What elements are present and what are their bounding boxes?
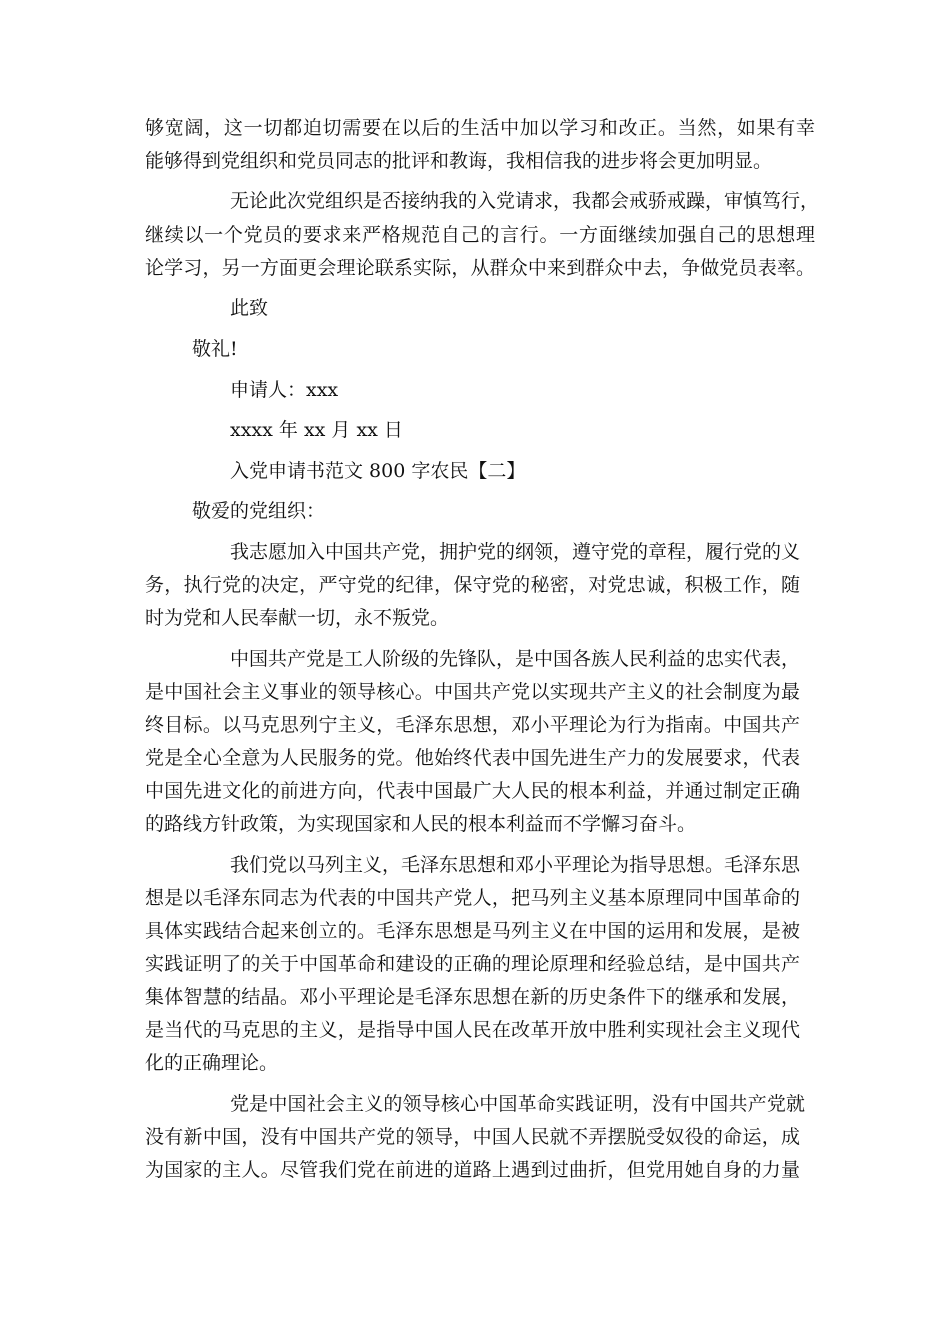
paragraph-line: 无论此次党组织是否接纳我的入党请求，我都会戒骄戒躁，审慎笃行， — [230, 190, 820, 212]
paragraph-line: 终目标。以马克思列宁主义，毛泽东思想，邓小平理论为行为指南。中国共产 — [145, 714, 800, 736]
paragraph-line: 论学习，另一方面更会理论联系实际，从群众中来到群众中去，争做党员表率。 — [145, 257, 815, 279]
paragraph-line: 集体智慧的结晶。邓小平理论是毛泽东思想在新的历史条件下的继承和发展， — [145, 986, 800, 1008]
paragraph-line: 为国家的主人。尽管我们党在前进的道路上遇到过曲折，但党用她自身的力量 — [145, 1159, 800, 1181]
paragraph-line: 是中国社会主义事业的领导核心。中国共产党以实现共产主义的社会制度为最 — [145, 681, 800, 703]
paragraph-line: 继续以一个党员的要求来严格规范自己的言行。一方面继续加强自己的思想理 — [145, 224, 815, 246]
paragraph-line: 没有新中国，没有中国共产党的领导，中国人民就不弄摆脱受奴役的命运，成 — [145, 1126, 800, 1148]
salutation-jing-li: 敬礼! — [192, 338, 238, 360]
application-date: xxxx 年 xx 月 xx 日 — [230, 419, 403, 441]
paragraph-line: 够宽阔，这一切都迫切需要在以后的生活中加以学习和改正。当然，如果有幸 — [145, 117, 815, 139]
paragraph-line: 务，执行党的决定，严守党的纪律，保守党的秘密，对党忠诚，积极工作，随 — [145, 574, 800, 596]
paragraph-line: 能够得到党组织和党员同志的批评和教诲，我相信我的进步将会更加明显。 — [145, 150, 773, 172]
paragraph-line: 中国先进文化的前进方向，代表中国最广大人民的根本利益，并通过制定正确 — [145, 780, 800, 802]
paragraph-line: 化的正确理论。 — [145, 1052, 279, 1074]
paragraph-line: 想是以毛泽东同志为代表的中国共产党人，把马列主义基本原理同中国革命的 — [145, 887, 800, 909]
section-title: 入党申请书范文 800 字农民【二】 — [230, 460, 526, 482]
greeting: 敬爱的党组织： — [192, 500, 326, 522]
paragraph-line: 党是全心全意为人民服务的党。他始终代表中国先进生产力的发展要求，代表 — [145, 747, 800, 769]
paragraph-line: 中国共产党是工人阶级的先锋队，是中国各族人民利益的忠实代表， — [230, 648, 801, 670]
paragraph-line: 具体实践结合起来创立的。毛泽东思想是马列主义在中国的运用和发展，是被 — [145, 920, 800, 942]
paragraph-line: 时为党和人民奉献一切，永不叛党。 — [145, 607, 450, 629]
paragraph-line: 的路线方针政策，为实现国家和人民的根本利益而不学懈习奋斗。 — [145, 813, 697, 835]
paragraph-line: 党是中国社会主义的领导核心中国革命实践证明，没有中国共产党就 — [230, 1093, 805, 1115]
paragraph-line: 我志愿加入中国共产党，拥护党的纲领，遵守党的章程，履行党的义 — [230, 541, 801, 563]
paragraph-line: 实践证明了的关于中国革命和建设的正确的理论原理和经验总结，是中国共产 — [145, 953, 800, 975]
paragraph-line: 我们党以马列主义，毛泽东思想和邓小平理论为指导思想。毛泽东思 — [230, 854, 801, 876]
applicant-name: 申请人：xxx — [230, 379, 339, 401]
paragraph-line: 是当代的马克思的主义，是指导中国人民在改革开放中胜利实现社会主义现代 — [145, 1019, 800, 1041]
salutation-ci-zhi: 此致 — [230, 297, 269, 319]
